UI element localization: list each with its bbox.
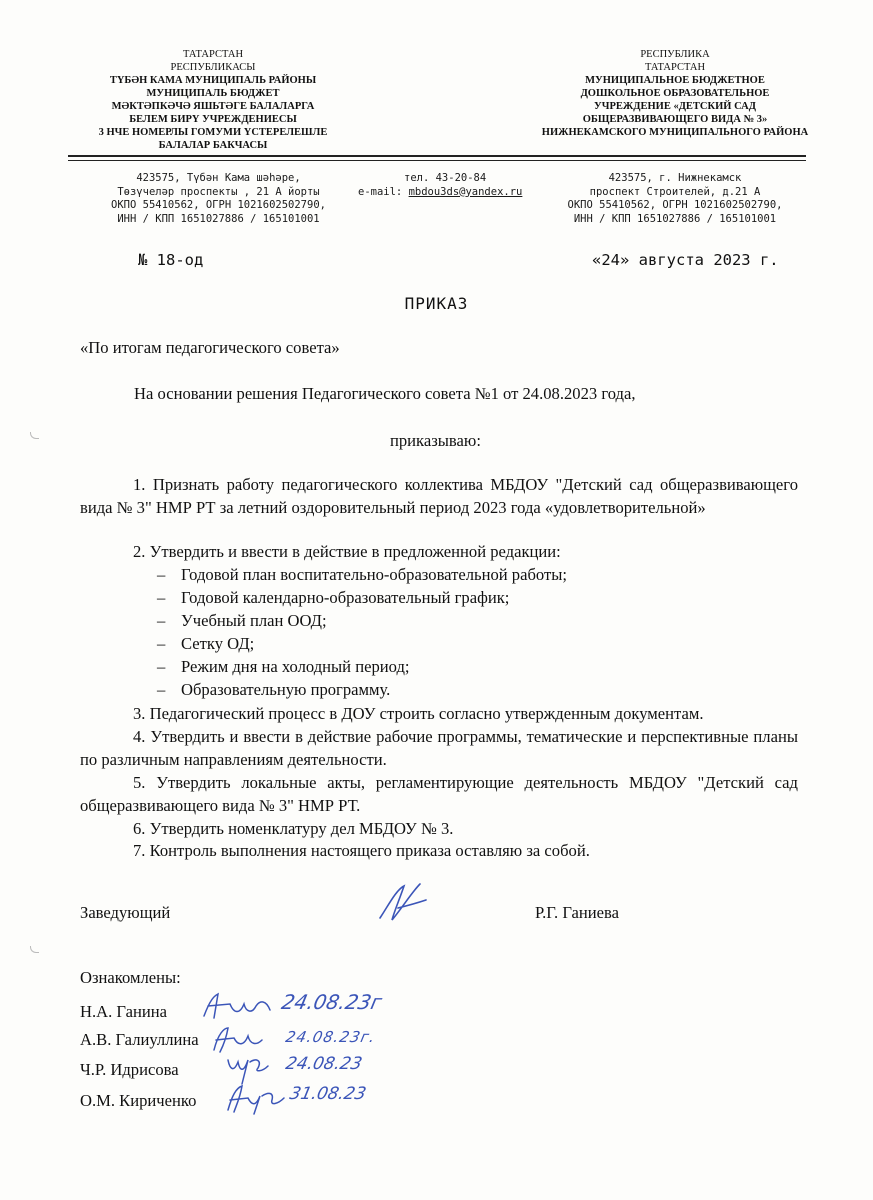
header-right-line: ОБЩЕРАЗВИВАЮЩЕГО ВИДА № 3»: [582, 114, 768, 125]
acknowledged-name: Н.А. Ганина: [80, 1002, 167, 1021]
header-right-line: РЕСПУБЛИКА: [640, 49, 710, 60]
list-item-text: Годовой календарно-образовательный график;: [181, 588, 510, 607]
address-left-line: Төзүчеләр проспекты , 21 А йорты: [117, 185, 320, 198]
email-line: [352, 186, 542, 200]
header-left-line: ТҮБӘН КАМА МУНИЦИПАЛЬ РАЙОНЫ: [109, 75, 317, 86]
order-item-4: 4. Утвердить и ввести в действие рабочие программы, тематические и перспективные планы по различным направлениям деятельности.: [80, 727, 798, 769]
list-item-text: Образовательную программу.: [181, 680, 391, 699]
header-right-line: ДОШКОЛЬНОЕ ОБРАЗОВАТЕЛЬНОЕ: [580, 88, 770, 99]
list-item-text: Сетку ОД;: [181, 634, 255, 653]
list-item-text: Годовой план воспитательно-образовательной работы;: [181, 565, 567, 584]
order-item-2: 2. Утвердить и ввести в действие в предложенной редакции:: [133, 542, 561, 561]
header-right: [525, 48, 825, 139]
address-left-line: ОКПО 55410562, ОГРН 1021602502790,: [111, 199, 326, 211]
handwritten-date: 24.08.23г.: [284, 1028, 378, 1046]
list-item: – Годовой план воспитательно-образовательной работы;: [157, 565, 567, 584]
contacts: [352, 172, 542, 199]
header-left-line: МУНИЦИПАЛЬ БЮДЖЕТ: [146, 88, 280, 99]
scan-mark: [30, 432, 39, 439]
order-item-6: 6. Утвердить номенклатуру дел МБДОУ № 3.: [133, 819, 454, 838]
email-link[interactable]: mbdou3ds@yandex.ru: [408, 185, 523, 198]
order-item-5: 5. Утвердить локальные акты, регламентирующие деятельность МБДОУ "Детский сад общеразвивающего вида № 3" НМР РТ.: [80, 773, 798, 815]
header-left-line: 3 НЧЕ НОМЕРЛЫ ГОМУМИ ҮСТЕРЕЛЕШЛЕ: [98, 127, 328, 138]
header-divider-thick: [68, 155, 806, 157]
handwritten-signature: [200, 990, 280, 1024]
order-item-3: 3. Педагогический процесс в ДОУ строить согласно утвержденным документам.: [133, 704, 704, 723]
handwritten-date: 24.08.23: [283, 1054, 364, 1074]
order-command: приказываю:: [390, 431, 481, 450]
header-left-line: РЕСПУБЛИКАСЫ: [170, 62, 256, 73]
handwritten-date: 24.08.23г: [279, 990, 385, 1014]
header-right-line: ТАТАРСТАН: [644, 62, 706, 73]
list-item-text: Учебный план ООД;: [181, 611, 327, 630]
list-item: – Сетку ОД;: [157, 634, 255, 653]
acknowledged-name: А.В. Галиуллина: [80, 1030, 199, 1049]
order-subject: «По итогам педагогического совета»: [80, 338, 340, 357]
address-left: [76, 172, 361, 226]
order-item-7: 7. Контроль выполнения настоящего приказа оставляю за собой.: [133, 841, 590, 860]
header-right-line: НИЖНЕКАМСКОГО МУНИЦИПАЛЬНОГО РАЙОНА: [541, 127, 809, 138]
scan-mark: [30, 946, 39, 953]
acknowledged-title: Ознакомлены:: [80, 968, 181, 987]
header-left-line: ТАТАРСТАН: [182, 49, 244, 60]
order-date: «24» августа 2023 г.: [592, 251, 779, 269]
header-left-line: МӘКТӘПКӘЧӘ ЯШЬТӘГЕ БАЛАЛАРГА: [111, 101, 315, 112]
address-right-line: ИНН / КПП 1651027886 / 165101001: [573, 212, 777, 225]
header-left-line: БАЛАЛАР БАКЧАСЫ: [158, 140, 268, 151]
order-number: № 18-од: [138, 251, 204, 269]
address-left-line: 423575, Түбән Кама шәһәре,: [136, 172, 301, 184]
phone: тел. 43-20-84: [404, 172, 487, 184]
header-left: [82, 48, 344, 152]
address-left-line: ИНН / КПП 1651027886 / 165101001: [117, 212, 320, 225]
address-right-line: проспект Строителей, д.21 А: [589, 185, 761, 198]
signature-position: Заведующий: [80, 903, 171, 922]
order-title: ПРИКАЗ: [404, 294, 469, 313]
handwritten-signature: [222, 1080, 292, 1116]
email-label: e-mail:: [358, 185, 409, 198]
header-left-line: БЕЛЕМ БИРҮ УЧРЕЖДЕНИЕСЫ: [129, 114, 297, 125]
address-right: [540, 172, 810, 226]
director-signature: [370, 878, 450, 928]
list-item: – Образовательную программу.: [157, 680, 391, 699]
address-right-line: 423575, г. Нижнекамск: [608, 172, 742, 184]
acknowledged-name: Ч.Р. Идрисова: [80, 1060, 179, 1079]
order-item-1: 1. Признать работу педагогического коллектива МБДОУ "Детский сад общеразвивающего вида № 3" НМР РТ за летний оздоровительный период 2023 года «удовлетворительной»: [80, 475, 798, 517]
header-right-line: УЧРЕЖДЕНИЕ «ДЕТСКИЙ САД: [594, 101, 756, 112]
signature-name: Р.Г. Ганиева: [535, 903, 619, 922]
header-divider-thin: [68, 160, 806, 161]
list-item: – Годовой календарно-образовательный график;: [157, 588, 510, 607]
list-item-text: Режим дня на холодный период;: [181, 657, 410, 676]
handwritten-date: 31.08.23: [287, 1084, 368, 1104]
order-basis: На основании решения Педагогического совета №1 от 24.08.2023 года,: [134, 384, 636, 403]
acknowledged-name: О.М. Кириченко: [80, 1091, 197, 1110]
list-item: – Учебный план ООД;: [157, 611, 327, 630]
list-item: – Режим дня на холодный период;: [157, 657, 410, 676]
header-right-line: МУНИЦИПАЛЬНОЕ БЮДЖЕТНОЕ: [585, 75, 765, 86]
address-right-line: ОКПО 55410562, ОГРН 1021602502790,: [567, 199, 783, 211]
